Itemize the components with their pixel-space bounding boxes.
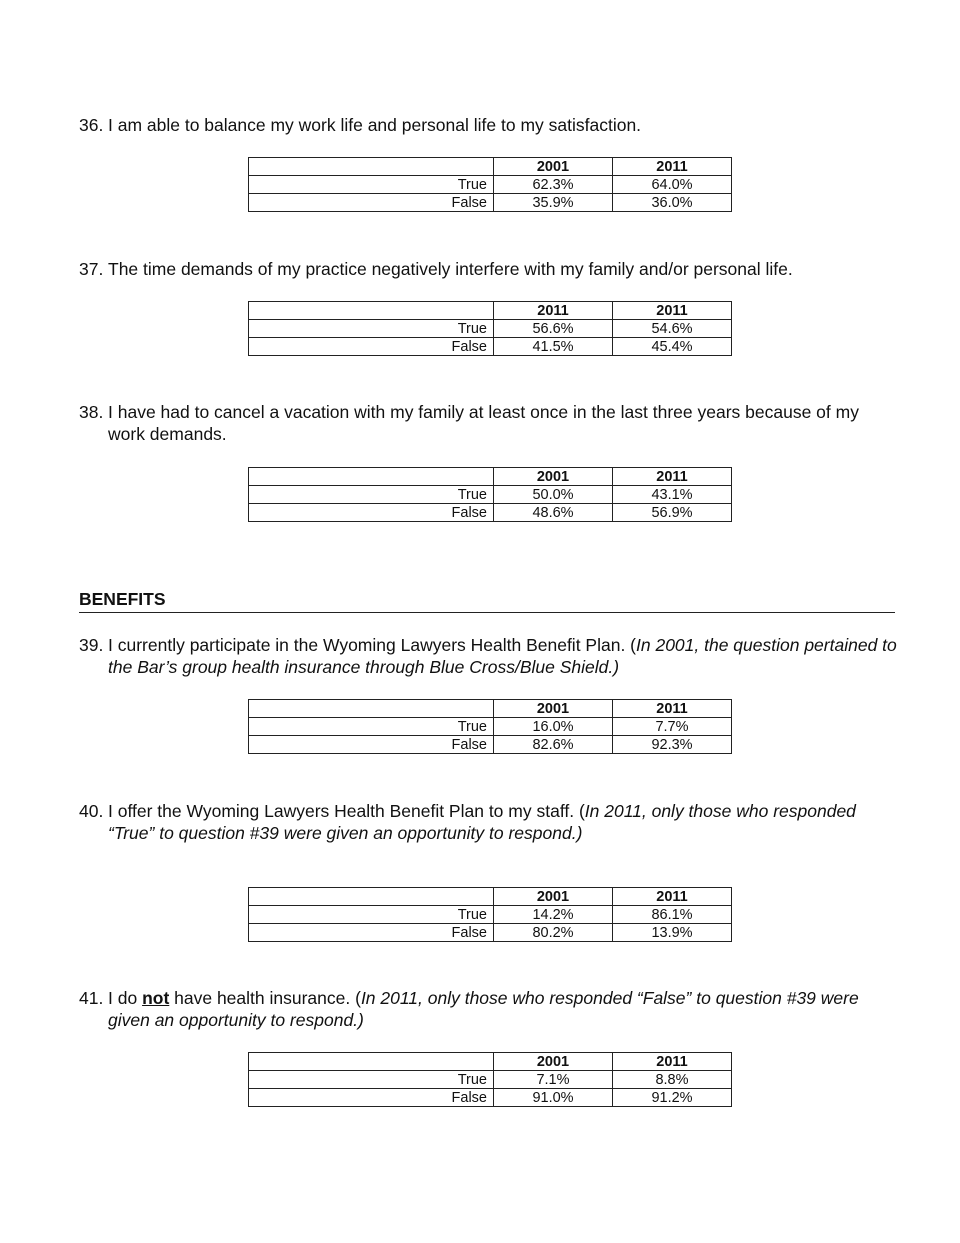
column-header: 2011 — [494, 302, 613, 320]
table-cell: 92.3% — [613, 736, 732, 754]
table-cell: 48.6% — [494, 504, 613, 522]
table-row — [249, 718, 732, 736]
table-row — [249, 1071, 732, 1089]
table-row — [249, 504, 732, 522]
row-label: True — [249, 486, 494, 504]
table-cell: 86.1% — [613, 906, 732, 924]
table-cell: 62.3% — [494, 176, 613, 194]
question-number: 40. — [79, 801, 104, 821]
question-37 — [79, 258, 899, 280]
column-header: 2001 — [494, 888, 613, 906]
table-row — [249, 338, 732, 356]
row-label: False — [249, 924, 494, 942]
row-label: True — [249, 718, 494, 736]
table-row — [249, 736, 732, 754]
table-row — [249, 486, 732, 504]
question-note: In 2011, only those who responded “True” to question #39 were given an opportunity to respond.) — [108, 801, 856, 843]
table-cell: 43.1% — [613, 486, 732, 504]
question-38 — [79, 401, 899, 445]
table-cell: 91.2% — [613, 1089, 732, 1107]
table-cell: 36.0% — [613, 194, 732, 212]
question-number: 38. — [79, 402, 104, 422]
column-header: 2011 — [613, 468, 732, 486]
table-cell: 80.2% — [494, 924, 613, 942]
table-cell: 35.9% — [494, 194, 613, 212]
column-header: 2001 — [494, 1053, 613, 1071]
column-header: 2001 — [494, 468, 613, 486]
column-header: 2011 — [613, 302, 732, 320]
row-label: False — [249, 194, 494, 212]
table-cell: 13.9% — [613, 924, 732, 942]
column-header: 2011 — [613, 700, 732, 718]
row-label: True — [249, 320, 494, 338]
table-cell: 82.6% — [494, 736, 613, 754]
section-heading-benefits: BENEFITS — [79, 589, 895, 613]
row-label: False — [249, 504, 494, 522]
table-cell: 41.5% — [494, 338, 613, 356]
table-cell: 64.0% — [613, 176, 732, 194]
question-text: I am able to balance my work life and personal life to my satisfaction. — [108, 115, 642, 135]
column-header: 2001 — [494, 700, 613, 718]
column-header: 2001 — [494, 158, 613, 176]
question-number: 41. — [79, 988, 104, 1008]
question-text: The time demands of my practice negatively interfere with my family and/or personal life. — [108, 259, 793, 279]
row-label: False — [249, 338, 494, 356]
question-number: 36. — [79, 115, 104, 135]
results-table-40 — [248, 887, 732, 942]
question-number: 39. — [79, 635, 104, 655]
row-label: True — [249, 906, 494, 924]
table-cell: 16.0% — [494, 718, 613, 736]
question-41 — [79, 987, 899, 1031]
question-36 — [79, 114, 899, 136]
question-40 — [79, 800, 899, 844]
question-39 — [79, 634, 899, 678]
table-cell: 7.1% — [494, 1071, 613, 1089]
emphasis-text: not — [142, 988, 170, 1008]
table-row — [249, 194, 732, 212]
results-table-39 — [248, 699, 732, 754]
table-cell: 50.0% — [494, 486, 613, 504]
row-label: False — [249, 736, 494, 754]
question-text: have health insurance. ( — [169, 988, 361, 1008]
table-row — [249, 924, 732, 942]
question-text: I have had to cancel a vacation with my family at least once in the last three years because of my work demands. — [108, 402, 859, 444]
table-cell: 14.2% — [494, 906, 613, 924]
results-table-41 — [248, 1052, 732, 1107]
table-row — [249, 1089, 732, 1107]
question-text: I currently participate in the Wyoming Lawyers Health Benefit Plan. ( — [108, 635, 636, 655]
results-table-37 — [248, 301, 732, 356]
results-table-38 — [248, 467, 732, 522]
results-table-36 — [248, 157, 732, 212]
question-note: In 2011, only those who responded “False” to question #39 were given an opportunity to respond.) — [108, 988, 859, 1030]
column-header: 2011 — [613, 158, 732, 176]
table-cell: 91.0% — [494, 1089, 613, 1107]
table-row — [249, 320, 732, 338]
row-label: True — [249, 176, 494, 194]
table-row — [249, 176, 732, 194]
table-cell: 45.4% — [613, 338, 732, 356]
column-header: 2011 — [613, 1053, 732, 1071]
question-note: In 2001, the question pertained to the Bar’s group health insurance through Blue Cross/Blue Shield.) — [108, 635, 897, 677]
table-cell: 54.6% — [613, 320, 732, 338]
row-label: False — [249, 1089, 494, 1107]
table-cell: 7.7% — [613, 718, 732, 736]
question-text: I offer the Wyoming Lawyers Health Benefit Plan to my staff. ( — [108, 801, 585, 821]
column-header: 2011 — [613, 888, 732, 906]
table-row — [249, 906, 732, 924]
row-label: True — [249, 1071, 494, 1089]
table-cell: 56.9% — [613, 504, 732, 522]
question-number: 37. — [79, 259, 104, 279]
question-text-start: I do — [108, 988, 143, 1008]
table-cell: 56.6% — [494, 320, 613, 338]
table-cell: 8.8% — [613, 1071, 732, 1089]
